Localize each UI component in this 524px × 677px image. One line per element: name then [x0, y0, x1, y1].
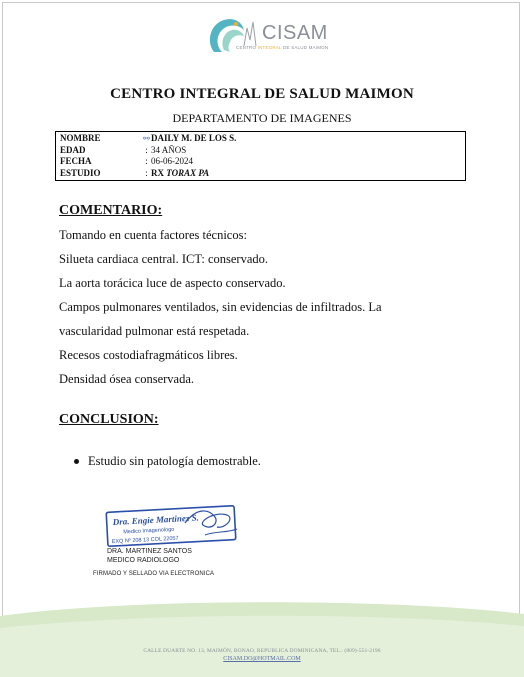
comment-line: vascularidad pulmonar está respetada.	[59, 324, 250, 338]
info-value: DAILY M. DE LOS S.	[151, 133, 237, 143]
footer-email[interactable]: CISAM.DO@HOTMAIL.COM	[223, 656, 301, 662]
signature-block	[107, 547, 192, 565]
info-separator: :	[145, 156, 148, 166]
stamp-name: Dra. Engie Martinez S.	[112, 512, 200, 528]
conclusion-heading: CONCLUSION:	[59, 412, 159, 427]
info-label: EDAD	[60, 144, 86, 155]
patient-info-box	[55, 131, 466, 181]
info-row-fecha	[60, 156, 461, 168]
logo-name: CISAM	[262, 22, 328, 44]
info-value: 06-06-2024	[151, 156, 193, 166]
department-title: DEPARTAMENTO DE IMAGENES	[172, 111, 352, 125]
link-icon: ⚯	[143, 134, 150, 143]
comentario-body	[59, 223, 439, 391]
info-row-nombre	[60, 133, 461, 145]
comment-line: Densidad ósea conservada.	[59, 372, 195, 386]
doctor-role: MEDICO RADIOLOGO	[107, 557, 180, 564]
info-separator: :	[145, 144, 148, 155]
logo-subtitle: CENTRO INTEGRAL DE SALUD MAIMON	[236, 45, 329, 50]
comment-line: Recesos costodiafragmáticos libres.	[59, 348, 238, 362]
info-separator: :	[145, 167, 148, 178]
info-row-estudio	[60, 168, 461, 180]
info-label: FECHA	[60, 156, 92, 166]
stamp-exq: EXQ Nº 208 13 COL 22057	[111, 535, 179, 546]
doctor-name: DRA. MARTINEZ SANTOS	[107, 548, 192, 555]
comment-line: Tomando en cuenta factores técnicos:	[59, 228, 247, 242]
info-value: RX TORAX PA	[151, 167, 210, 178]
bullet-icon	[74, 459, 79, 464]
info-label: ESTUDIO	[60, 167, 101, 178]
footer-address: CALLE DUARTE NO. 13, MAIMÓN, BONAO, REPUBLICA DOMINICANA, TEL.: (809)-551-2196	[143, 648, 381, 654]
info-value: 34 AÑOS	[151, 144, 187, 155]
page-title: CENTRO INTEGRAL DE SALUD MAIMON	[110, 86, 414, 102]
electronic-signature-note: FIRMADO Y SELLADO VIA ELECTRONICA	[93, 571, 215, 577]
comentario-heading: COMENTARIO:	[59, 203, 163, 218]
info-row-edad	[60, 145, 461, 157]
comment-line: La aorta torácica luce de aspecto conservado.	[59, 276, 286, 290]
info-label: NOMBRE	[60, 133, 101, 143]
comment-line: Campos pulmonares ventilados, sin evidencias de infiltrados. La	[59, 300, 382, 314]
stamp-role: Medico Imagenologo	[123, 526, 175, 536]
conclusion-item: Estudio sin patología demostrable.	[74, 454, 261, 469]
comment-line: Silueta cardiaca central. ICT: conservado.	[59, 252, 269, 266]
footer-wave	[0, 598, 524, 677]
